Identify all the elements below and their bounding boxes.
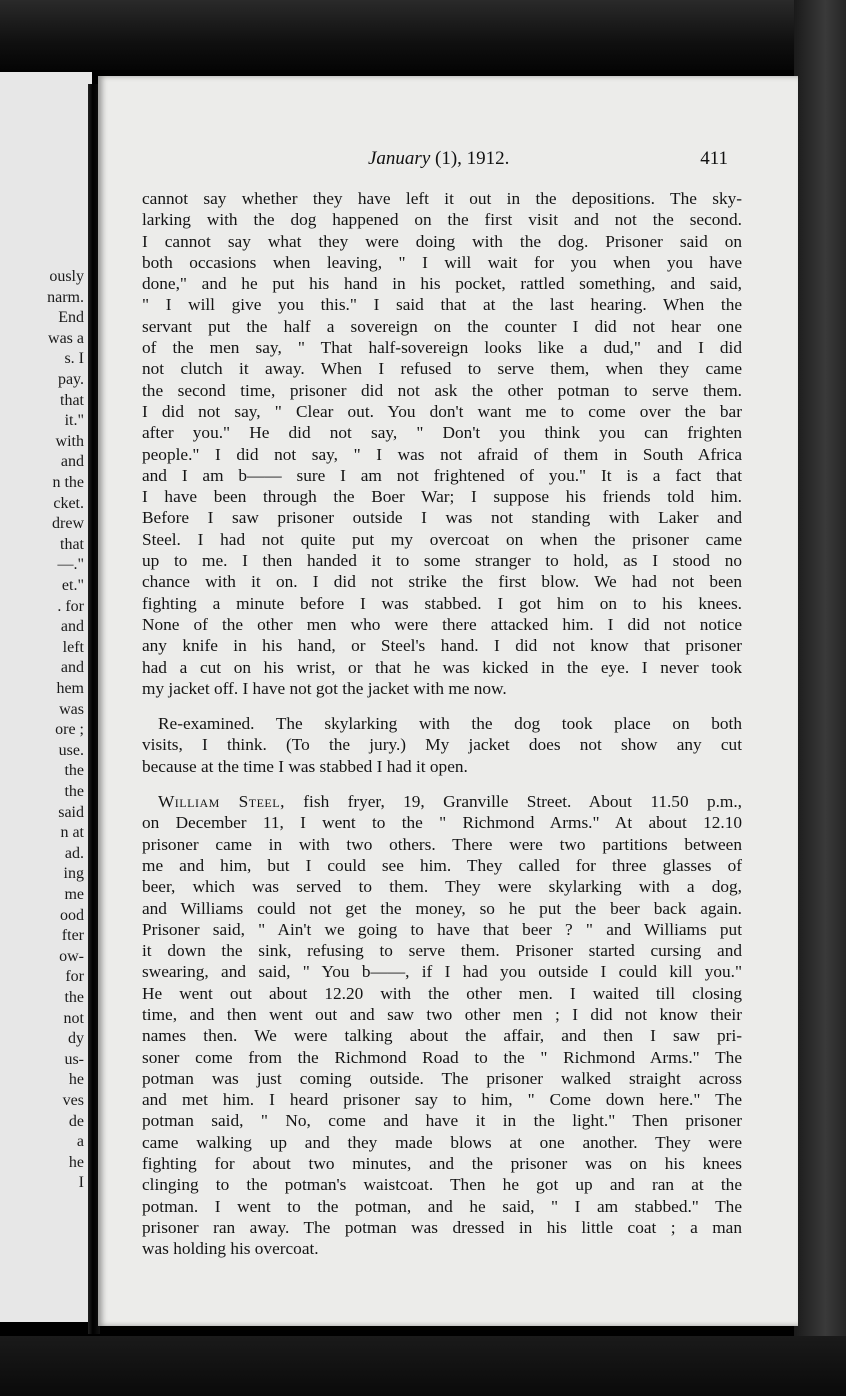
facing-page-fragment: cket. xyxy=(53,494,84,512)
facing-page-fragment: ves xyxy=(62,1092,84,1109)
facing-page-fragment: n at xyxy=(60,824,84,842)
text-line: names then. We were talking about the affair, and then I saw pri- xyxy=(142,1026,742,1046)
facing-page-fragment: said xyxy=(58,803,84,821)
text-line: Re-examined. The skylarking with the dog took place on both xyxy=(158,714,742,734)
facing-page-fragment: I xyxy=(78,1174,84,1192)
header-year: (1), 1912. xyxy=(430,148,510,169)
facing-page-fragment: et." xyxy=(61,577,84,594)
header-date xyxy=(368,148,509,170)
paragraph xyxy=(142,791,742,1260)
text-line: any knife in his hand, or Steel's hand. I did not know that prisoner xyxy=(142,636,742,656)
text-line-rest: fish fryer, 19, Granville Street. About 11.50 p.m., xyxy=(284,792,742,812)
text-line: prisoner ran away. The potman was dressed in his little coat ; a man xyxy=(142,1217,742,1237)
paragraph-gap xyxy=(142,699,742,713)
paragraph xyxy=(142,188,742,699)
facing-page-fragment: and xyxy=(60,659,84,677)
facing-page-fragment: ing xyxy=(63,865,84,883)
text-line: after you." He did not say, " Don't you think you can frighten xyxy=(142,423,742,443)
facing-page-fragment: left xyxy=(62,638,84,656)
text-line: was holding his overcoat. xyxy=(142,1239,319,1259)
facing-page-fragment: the xyxy=(64,762,84,780)
witness-name: William Steel, xyxy=(158,792,285,812)
text-line: potman was just coming outside. The prisoner walked straight across xyxy=(142,1068,742,1088)
text-line: of the men say, " That half-sovereign looks like a dud," and I did xyxy=(142,338,742,358)
facing-page-fragment: narm. xyxy=(47,288,84,306)
facing-page-fragment: dy xyxy=(68,1030,84,1048)
facing-page-fragments xyxy=(0,72,92,1322)
facing-page-fragment: was a xyxy=(48,329,84,347)
text-line: prisoner came in with two others. There were two partitions between xyxy=(142,834,742,854)
facing-page-edge xyxy=(0,72,92,1322)
photo-frame-top xyxy=(0,0,846,70)
facing-page-fragment: for xyxy=(65,968,84,986)
text-line: servant put the half a sovereign on the counter I did not hear one xyxy=(142,316,742,336)
photo-frame-right xyxy=(794,0,846,1396)
header-month: January xyxy=(368,148,431,169)
text-line: None of the other men who were there attacked him. I did not notice xyxy=(142,614,742,634)
text-line xyxy=(142,791,742,812)
facing-page-fragment: ore ; xyxy=(55,721,84,739)
text-line: time, and then went out and saw two other men ; I did not know their xyxy=(142,1004,742,1024)
facing-page-fragment: a xyxy=(76,1133,84,1151)
text-line: and I am b—— sure I am not frightened of you." It is a fact that xyxy=(142,465,742,485)
text-line: potman. I went to the potman, and he said, " I am stabbed." The xyxy=(142,1196,742,1216)
text-line: soner come from the Richmond Road to the " Richmond Arms." The xyxy=(142,1047,742,1067)
facing-page-fragment: the xyxy=(64,783,84,800)
facing-page-fragment: was xyxy=(59,700,84,718)
facing-page-fragment: it." xyxy=(64,412,84,430)
text-line: me and him, but I could see him. They called for three glasses of xyxy=(142,855,742,875)
facing-page-fragment: that xyxy=(60,391,84,409)
facing-page-fragment: not xyxy=(63,1009,84,1027)
facing-page-fragment: —." xyxy=(57,556,84,574)
text-line: swearing, and said, " You b——, if I had you outside I could kill you." xyxy=(142,962,742,982)
text-line: Steel. I had not quite put my overcoat on when the prisoner came xyxy=(142,529,742,549)
text-line: larking with the dog happened on the first visit and not the second. xyxy=(142,210,742,230)
photo-frame-bottom xyxy=(0,1336,846,1396)
facing-page-fragment: pay. xyxy=(57,371,84,388)
text-line: potman said, " No, come and have it in the light." Then prisoner xyxy=(142,1111,742,1131)
text-line: on December 11, I went to the " Richmond Arms." At about 12.10 xyxy=(142,813,742,833)
facing-page-fragment: drew xyxy=(52,515,84,533)
text-line: not clutch it away. When I refused to serve them, when they came xyxy=(142,359,742,379)
text-line: I cannot say what they were doing with the dog. Prisoner said on xyxy=(142,231,742,251)
facing-page-fragment: hem xyxy=(56,680,84,697)
facing-page-fragment: he xyxy=(68,1153,84,1171)
facing-page-fragment: use. xyxy=(58,741,84,759)
text-line: both occasions when leaving, " I will wait for you when you have xyxy=(142,252,742,272)
facing-page-fragment: with xyxy=(55,432,84,450)
text-line: chance with it on. I did not strike the first blow. We had not been xyxy=(142,572,742,592)
facing-page-fragment: and xyxy=(60,618,84,636)
facing-page-fragment: de xyxy=(68,1112,84,1130)
text-line: and Williams could not get the money, so he put the beer back again. xyxy=(142,898,742,918)
paragraph-gap xyxy=(142,777,742,791)
text-line: cannot say whether they have left it out in the depositions. The sky- xyxy=(142,189,742,208)
text-line: done," and he put his hand in his pocket, rattled something, and said, xyxy=(142,274,742,294)
facing-page-fragment: s. I xyxy=(64,350,84,368)
text-line: up to me. I then handed it to some stranger to hold, as I stood no xyxy=(142,551,742,571)
text-line: and met him. I heard prisoner say to him, " Come down here." The xyxy=(142,1090,742,1110)
paragraph xyxy=(142,713,742,777)
text-line: Prisoner said, " Ain't we going to have that beer ? " and Williams put xyxy=(142,919,742,939)
text-line: " I will give you this." I said that at the last hearing. When the xyxy=(142,295,742,315)
facing-page-fragment: ow- xyxy=(59,947,84,965)
facing-page-fragment: ood xyxy=(60,906,84,924)
facing-page-fragment: us- xyxy=(64,1050,84,1068)
facing-page-fragment: the xyxy=(64,989,84,1006)
text-line: beer, which was served to them. They were skylarking with a dog, xyxy=(142,877,742,897)
running-header xyxy=(98,148,798,174)
facing-page-fragment: that xyxy=(60,535,84,553)
facing-page-fragment: ad. xyxy=(64,844,84,862)
text-line: I did not say, " Clear out. You don't want me to come over the bar xyxy=(142,401,742,421)
text-line: clinging to the potman's waistcoat. Then he got up and ran at the xyxy=(142,1175,742,1195)
text-line: because at the time I was stabbed I had it open. xyxy=(142,756,468,776)
facing-page-fragment: me xyxy=(64,886,84,903)
text-line: my jacket off. I have not got the jacket with me now. xyxy=(142,678,507,698)
facing-page-fragment: and xyxy=(60,453,84,471)
facing-page-fragment: fter xyxy=(61,927,84,945)
facing-page-fragment: . for xyxy=(57,597,84,615)
page-number: 411 xyxy=(700,148,728,169)
text-line: Before I saw prisoner outside I was not standing with Laker and xyxy=(142,508,742,528)
facing-page-fragment: n the xyxy=(52,474,84,491)
text-line: it down the sink, refusing to serve them. Prisoner started cursing and xyxy=(142,941,742,961)
facing-page-fragment: End xyxy=(58,309,84,327)
book-page xyxy=(98,76,798,1326)
text-line: I have been through the Boer War; I suppose his friends told him. xyxy=(142,487,742,507)
text-line: visits, I think. (To the jury.) My jacket does not show any cut xyxy=(142,735,742,755)
text-line: He went out about 12.20 with the other men. I waited till closing xyxy=(142,983,742,1003)
text-line: people." I did not say, " I was not afraid of them in South Africa xyxy=(142,444,742,464)
text-line: came walking up and they made blows at one another. They were xyxy=(142,1132,742,1152)
text-line: fighting for about two minutes, and the prisoner was on his knees xyxy=(142,1154,742,1174)
text-line: fighting a minute before I was stabbed. I got him on to his knees. xyxy=(142,593,742,613)
text-line: had a cut on his wrist, or that he was kicked in the eye. I never took xyxy=(142,657,742,677)
facing-page-fragment: he xyxy=(68,1071,84,1089)
text-line: the second time, prisoner did not ask the other potman to serve them. xyxy=(142,380,742,400)
facing-page-fragment: ously xyxy=(49,268,84,285)
page-body-text xyxy=(142,188,742,1260)
